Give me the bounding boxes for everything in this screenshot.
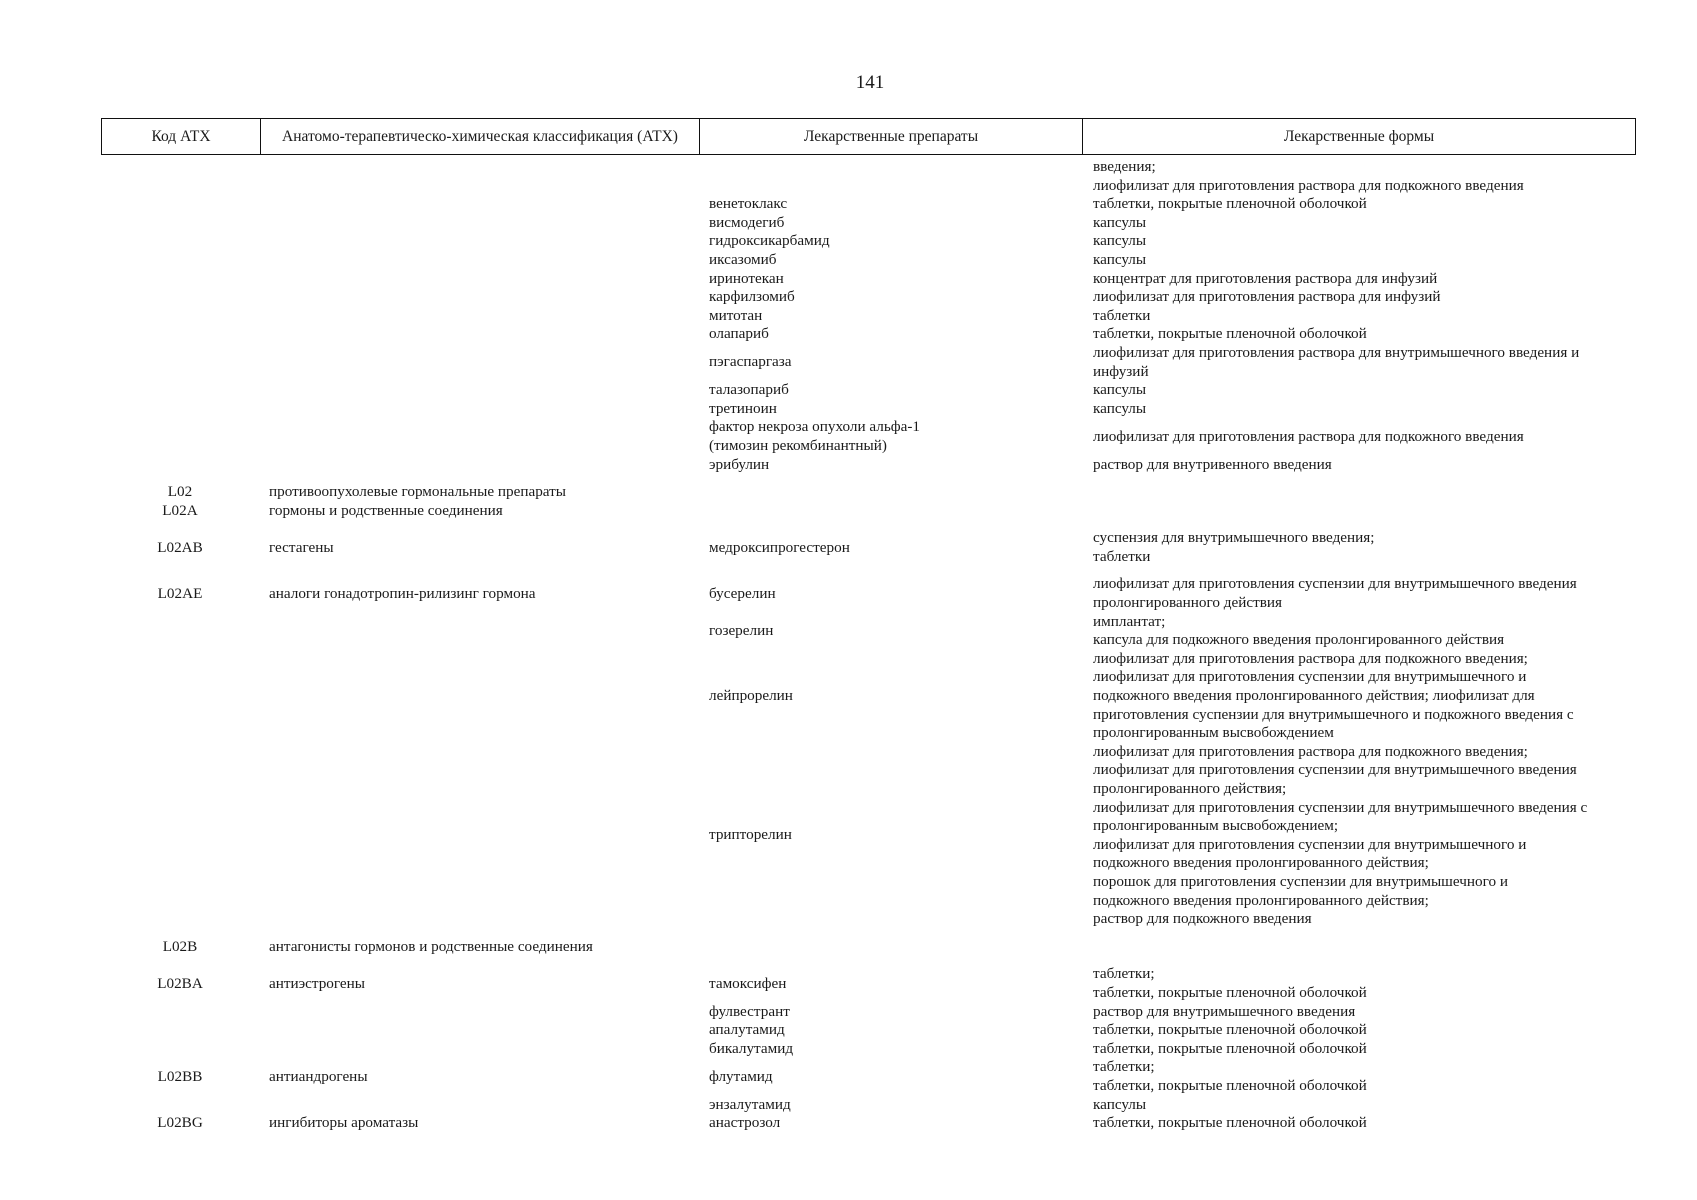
dosage-form-line: капсулы [1093, 250, 1147, 268]
dosage-forms [1093, 938, 1633, 957]
atc-code: L02BA [157, 974, 203, 992]
dosage-form-line: капсулы [1093, 1095, 1147, 1113]
dosage-form-line: приготовления суспензии для внутримышечного и подкожного введения с [1093, 705, 1574, 723]
atc-classification: гестагены [269, 538, 334, 556]
row-spacer [0, 566, 1697, 575]
table-row [0, 1040, 1697, 1059]
dosage-form-line: лиофилизат для приготовления раствора для подкожного введения [1093, 176, 1524, 194]
dosage-forms [1093, 195, 1633, 214]
drug-name: бикалутамид [709, 1039, 794, 1057]
atc-classification: гормоны и родственные соединения [269, 501, 503, 519]
row-spacer [0, 929, 1697, 938]
drug-name: энзалутамид [709, 1095, 791, 1113]
dosage-form-line: лиофилизат для приготовления суспензии для внутримышечного и [1093, 835, 1527, 853]
atc-classification: противоопухолевые гормональные препараты [269, 483, 567, 501]
drug-name: фактор некроза опухоли альфа-1 (тимозин рекомбинантный) [709, 418, 920, 454]
table-row [0, 251, 1697, 270]
drug-name: анастрозол [709, 1114, 781, 1132]
atc-code: L02BB [157, 1067, 203, 1085]
drug-name: пэгаспаргаза [709, 353, 792, 371]
table-row [0, 288, 1697, 307]
table-row [0, 1114, 1697, 1133]
table-row [0, 418, 1697, 455]
atc-code: L02AE [157, 584, 203, 602]
header-drugs: Лекарственные препараты [699, 119, 1082, 154]
drug-name: тамоксифен [709, 974, 787, 992]
dosage-forms [1093, 232, 1633, 251]
table-row [0, 456, 1697, 475]
dosage-form-line: таблетки, покрытые пленочной оболочкой [1093, 1076, 1367, 1094]
dosage-form-line: пролонгированного действия; [1093, 780, 1287, 797]
dosage-forms [1093, 613, 1633, 650]
table-row [0, 1096, 1697, 1115]
dosage-forms [1093, 344, 1633, 381]
table-row [0, 1058, 1697, 1095]
dosage-forms [1093, 381, 1633, 400]
table-row [0, 650, 1697, 743]
dosage-forms [1093, 428, 1633, 447]
dosage-form-line: лиофилизат для приготовления суспензии для внутримышечного введения с [1093, 798, 1588, 816]
table-row [0, 270, 1697, 289]
table-row [0, 483, 1697, 502]
table-row [0, 214, 1697, 233]
drug-name: карфилзомиб [709, 288, 795, 306]
row-spacer [0, 520, 1697, 529]
dosage-form-line: лиофилизат для приготовления суспензии для внутримышечного и [1093, 668, 1527, 686]
dosage-form-line: таблетки, покрытые пленочной оболочкой [1093, 983, 1367, 1001]
dosage-form-line: таблетки; [1093, 965, 1155, 983]
drug-name: иринотекан [709, 269, 784, 287]
dosage-forms [1093, 400, 1633, 419]
table-row [0, 325, 1697, 344]
dosage-forms [1093, 502, 1633, 521]
dosage-form-line: капсулы [1093, 232, 1147, 250]
drug-name: олапариб [709, 325, 769, 343]
dosage-forms [1093, 214, 1633, 233]
dosage-form-line: таблетки [1093, 547, 1151, 565]
dosage-form-line: лиофилизат для приготовления раствора для подкожного введения; [1093, 649, 1528, 667]
dosage-form-line: имплантат; [1093, 612, 1166, 630]
table-row [0, 1003, 1697, 1022]
table-row [0, 381, 1697, 400]
drug-name: трипторелин [709, 826, 792, 844]
atc-classification: антиандрогены [269, 1067, 368, 1085]
dosage-form-line: капсулы [1093, 213, 1147, 231]
drug-name: апалутамид [709, 1021, 785, 1039]
dosage-forms [1093, 529, 1633, 566]
dosage-form-line: капсула для подкожного введения пролонгированного действия [1093, 631, 1505, 649]
dosage-forms [1093, 575, 1633, 612]
drug-name: гидроксикарбамид [709, 232, 830, 250]
drug-name: гозерелин [709, 621, 774, 639]
drug-name: флутамид [709, 1067, 773, 1085]
dosage-form-line: таблетки, покрытые пленочной оболочкой [1093, 195, 1367, 213]
table-row [0, 400, 1697, 419]
table-row [0, 232, 1697, 251]
table-row [0, 613, 1697, 650]
dosage-form-line: раствор для подкожного введения [1093, 910, 1312, 928]
header-atc-classification: Анатомо-терапевтическо-химическая классификация (АТХ) [260, 119, 699, 154]
dosage-form-line: раствор для внутривенного введения [1093, 455, 1332, 473]
header-atc-code: Код АТХ [151, 127, 211, 145]
dosage-form-line: таблетки [1093, 306, 1151, 324]
table-row [0, 938, 1697, 957]
dosage-form-line: лиофилизат для приготовления суспензии для внутримышечного введения [1093, 575, 1577, 593]
table-row [0, 965, 1697, 1002]
table-row [0, 743, 1697, 929]
dosage-form-line: суспензия для внутримышечного введения; [1093, 529, 1375, 547]
table-body [0, 158, 1697, 1133]
table-row [0, 575, 1697, 612]
dosage-form-line: подкожного введения пролонгированного действия; [1093, 891, 1429, 909]
table-row [0, 307, 1697, 326]
atc-code: L02BG [157, 1114, 203, 1132]
dosage-form-line: лиофилизат для приготовления суспензии для внутримышечного введения [1093, 761, 1577, 779]
dosage-forms [1093, 1040, 1633, 1059]
dosage-forms [1093, 1021, 1633, 1040]
dosage-form-line: порошок для приготовления суспензии для внутримышечного и [1093, 872, 1508, 890]
atc-code: L02 [167, 483, 193, 501]
table-row [0, 502, 1697, 521]
dosage-form-line: подкожного введения пролонгированного действия; лиофилизат для [1093, 687, 1535, 705]
table-row [0, 529, 1697, 566]
drug-name: митотан [709, 306, 763, 324]
drug-name: лейпрорелин [709, 687, 793, 705]
page-number: 141 [855, 72, 885, 93]
dosage-forms [1093, 1096, 1633, 1115]
atc-code: L02A [162, 501, 198, 519]
drug-name: медроксипрогестерон [709, 538, 850, 556]
dosage-forms [1093, 483, 1633, 502]
row-spacer [0, 474, 1697, 483]
atc-code: L02AB [157, 538, 203, 556]
atc-classification: антиэстрогены [269, 974, 366, 992]
dosage-form-line: введения; [1093, 158, 1156, 175]
dosage-form-line: лиофилизат для приготовления раствора для внутримышечного введения и [1093, 343, 1580, 361]
drug-name: третиноин [709, 399, 777, 417]
header-dosage-forms: Лекарственные формы [1082, 119, 1635, 154]
dosage-form-line: капсулы [1093, 381, 1147, 399]
dosage-forms [1093, 743, 1633, 929]
dosage-forms [1093, 456, 1633, 475]
dosage-forms [1093, 288, 1633, 307]
atc-classification: аналоги гонадотропин-рилизинг гормона [269, 584, 536, 602]
dosage-forms [1093, 965, 1633, 1002]
dosage-forms [1093, 650, 1633, 743]
table-row [0, 158, 1697, 195]
table-header [101, 118, 1636, 155]
dosage-form-line: концентрат для приготовления раствора для инфузий [1093, 269, 1438, 287]
drug-name: фулвестрант [709, 1002, 790, 1020]
drug-name: бусерелин [709, 584, 776, 602]
drug-name: иксазомиб [709, 250, 777, 268]
drug-name: висмодегиб [709, 213, 785, 231]
dosage-form-line: лиофилизат для приготовления раствора для подкожного введения [1093, 427, 1524, 445]
dosage-forms [1093, 251, 1633, 270]
table-row [0, 344, 1697, 381]
atc-classification: ингибиторы ароматазы [269, 1114, 419, 1132]
drug-name: венетоклакс [709, 195, 788, 213]
dosage-form-line: подкожного введения пролонгированного действия; [1093, 854, 1429, 872]
dosage-form-line: таблетки, покрытые пленочной оболочкой [1093, 1114, 1367, 1132]
dosage-form-line: пролонгированным высвобождением; [1093, 817, 1339, 835]
dosage-forms [1093, 270, 1633, 289]
row-spacer [0, 956, 1697, 965]
table-row [0, 1021, 1697, 1040]
dosage-form-line: таблетки, покрытые пленочной оболочкой [1093, 325, 1367, 343]
dosage-form-line: таблетки, покрытые пленочной оболочкой [1093, 1039, 1367, 1057]
drug-name: эрибулин [709, 455, 770, 473]
atc-code: L02B [162, 937, 198, 955]
dosage-form-line: таблетки; [1093, 1058, 1155, 1076]
dosage-forms [1093, 325, 1633, 344]
drug-name: талазопариб [709, 381, 789, 399]
dosage-forms [1093, 1003, 1633, 1022]
dosage-form-line: пролонгированным высвобождением [1093, 724, 1334, 742]
dosage-forms [1093, 1058, 1633, 1095]
atc-classification: антагонисты гормонов и родственные соединения [269, 937, 593, 955]
dosage-forms [1093, 1114, 1633, 1133]
dosage-form-line: капсулы [1093, 399, 1147, 417]
dosage-form-line: лиофилизат для приготовления раствора для инфузий [1093, 288, 1441, 306]
dosage-form-line: раствор для внутримышечного введения [1093, 1002, 1356, 1020]
dosage-forms [1093, 158, 1633, 195]
table-row [0, 195, 1697, 214]
dosage-form-line: пролонгированного действия [1093, 594, 1283, 612]
dosage-form-line: таблетки, покрытые пленочной оболочкой [1093, 1021, 1367, 1039]
dosage-form-line: лиофилизат для приготовления раствора для подкожного введения; [1093, 742, 1528, 760]
dosage-forms [1093, 307, 1633, 326]
dosage-form-line: инфузий [1093, 362, 1149, 380]
